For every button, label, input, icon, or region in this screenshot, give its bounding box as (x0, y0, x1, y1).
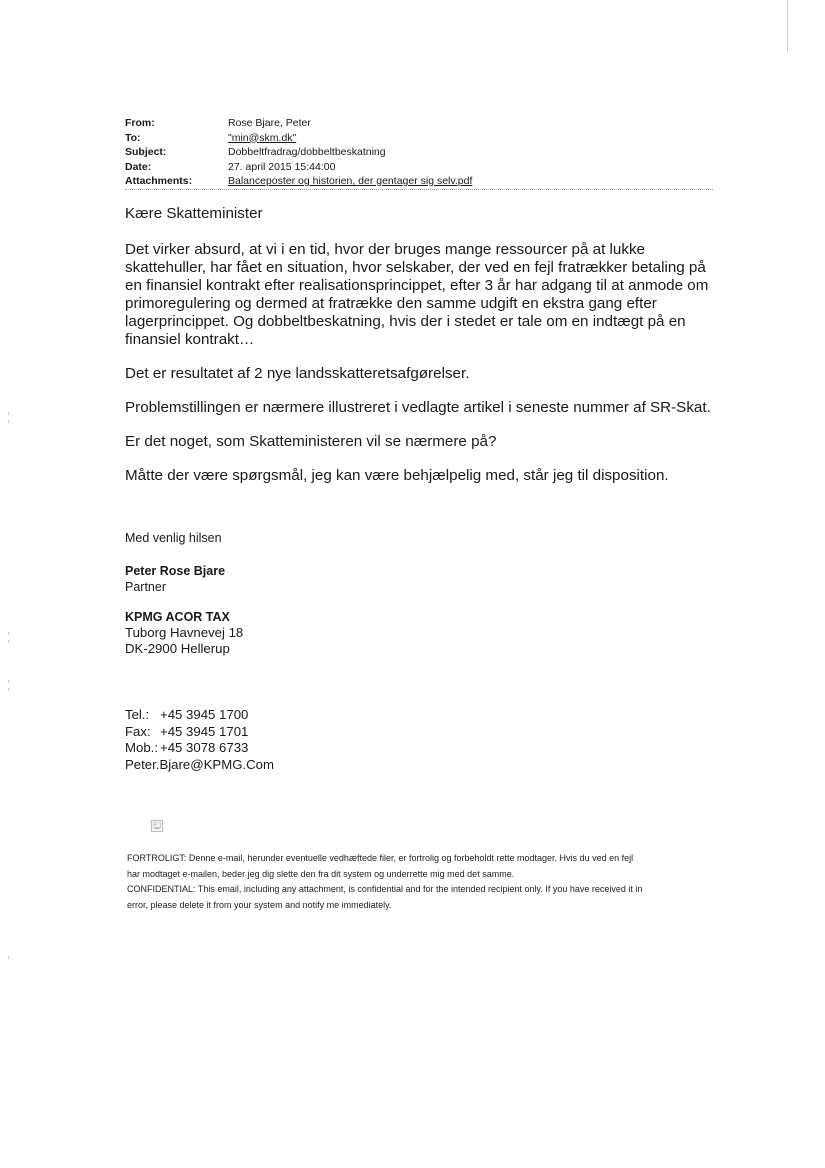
attachments-row (125, 174, 725, 189)
tel-row (125, 707, 274, 724)
paragraph-question: Er det noget, som Skatteministeren vil se nærmere på? (125, 433, 497, 450)
mob-row (125, 740, 274, 757)
paragraph-article: Problemstillingen er nærmere illustreret i vedlagte artikel i seneste nummer af SR-Skat. (125, 399, 711, 416)
sender-name: Peter Rose Bjare (125, 564, 226, 578)
paragraph-line: lagerprincippet. Og dobbeltbeskatning, hvis der i stedet er tale om en indtægt på en (125, 313, 686, 330)
mob-value: +45 3078 6733 (160, 740, 249, 755)
address-line-1: Tuborg Havnevej 18 (125, 625, 244, 640)
fax-row (125, 724, 274, 741)
greeting: Kære Skatteminister (125, 205, 263, 222)
header-divider (125, 189, 713, 190)
paragraph-line: en finansiel kontrakt efter realisationsprincippet, efter 3 år har adgang til at anmode om (125, 277, 709, 294)
paragraph-line: skattehuller, har fået en situation, hvor selskaber, der ved en fejl fratrækker betaling på (125, 259, 706, 276)
paragraph-line: primoregulering og dermed at fratrække den samme udgift en ekstra gang efter (125, 295, 657, 312)
subject-row (125, 145, 725, 160)
scan-edge-mark (787, 0, 788, 52)
from-value: Rose Bjare, Peter (228, 117, 311, 129)
email-body (125, 205, 725, 501)
paragraph-main (125, 241, 725, 349)
image-placeholder-icon (151, 819, 163, 831)
email-address: Peter.Bjare@KPMG.Com (125, 756, 274, 772)
from-row (125, 116, 725, 131)
to-label: To: (125, 131, 141, 144)
subject-label: Subject: (125, 146, 167, 158)
disclaimer-line: error, please delete it from your system and notify me immediately. (127, 900, 392, 911)
paragraph-line: finansiel kontrakt… (125, 331, 255, 348)
email-header (125, 116, 725, 189)
to-email-link[interactable]: "min@skm.dk" (228, 131, 297, 144)
paragraph-result: Det er resultatet af 2 nye landsskatteretsafgørelser. (125, 365, 470, 382)
paragraph-closing: Måtte der være spørgsmål, jeg kan være behjælpelig med, står jeg til disposition. (125, 467, 669, 484)
disclaimer-line: FORTROLIGT: Denne e-mail, herunder eventuelle vedhæftede filer, er fortrolig og forbeholdt rette modtager. Hvis du ved en fejl (127, 853, 634, 863)
date-label: Date: (125, 160, 152, 173)
fax-label: Fax: (125, 723, 151, 739)
email-signature (125, 530, 274, 773)
address-line-2: DK-2900 Hellerup (125, 641, 230, 656)
disclaimer-line: CONFIDENTIAL: This email, including any attachment, is confidential and for the intended recipient only. If you have received it in (127, 884, 643, 895)
subject-value: Dobbeltfradrag/dobbeltbeskatning (228, 146, 386, 158)
contact-details (125, 707, 274, 773)
to-row (125, 131, 725, 146)
date-value: 27. april 2015 15:44:00 (228, 160, 336, 173)
confidentiality-notice (127, 851, 727, 914)
tel-value: +45 3945 1700 (160, 707, 249, 722)
company-name: KPMG ACOR TAX (125, 610, 230, 624)
attachment-link[interactable]: Balanceposter og historien, der gentager sig selv.pdf (228, 175, 473, 187)
from-label: From: (125, 117, 155, 129)
mob-label: Mob.: (125, 740, 158, 755)
closing-line: Med venlig hilsen (125, 531, 222, 545)
attachments-label: Attachments: (125, 175, 193, 187)
paragraph-line: Det virker absurd, at vi i en tid, hvor der bruges mange ressourcer på at lukke (125, 241, 645, 258)
date-row (125, 160, 725, 175)
fax-value: +45 3945 1701 (160, 723, 249, 739)
sender-title: Partner (125, 580, 166, 594)
disclaimer-line: har modtaget e-mailen, beder jeg dig slette den fra dit system og underrette mig med det samme. (127, 868, 515, 879)
tel-label: Tel.: (125, 707, 150, 722)
